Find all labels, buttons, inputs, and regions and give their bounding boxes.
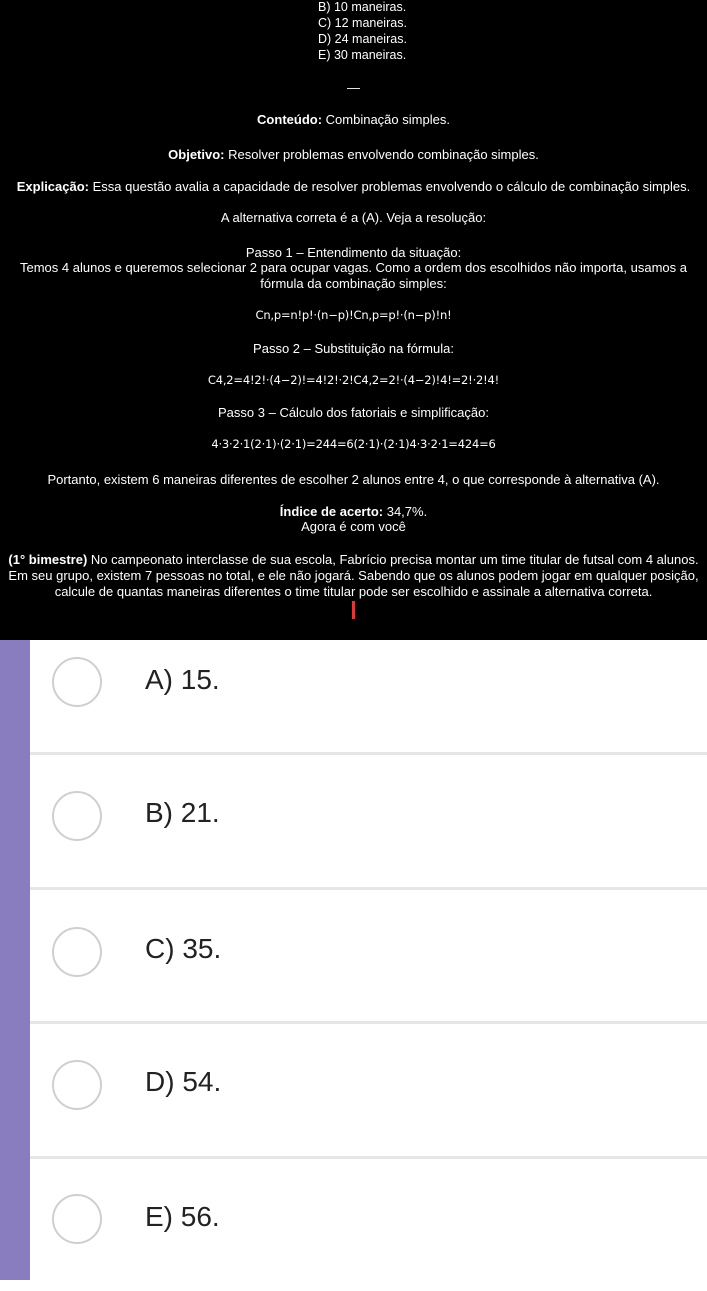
option-c[interactable] <box>30 890 707 1022</box>
correct-answer-text: A alternativa correta é a (A). Veja a resolução: <box>220 210 487 225</box>
step1-title: Passo 1 – Entendimento da situação: <box>245 245 462 260</box>
step2-formula: C4,2=4!2!·(4−2)!=4!2!·2!C4,2=2!·(4−2)!4!=2!·2!4! <box>207 373 500 387</box>
question-label: (1° bimestre) <box>8 552 88 567</box>
radio-circle-icon[interactable] <box>52 791 102 841</box>
step3-title: Passo 3 – Cálculo dos fatoriais e simplificação: <box>218 405 489 420</box>
hit-rate-value: 34,7%. <box>386 504 428 519</box>
hit-rate-label: Índice de acerto: <box>279 504 384 519</box>
question-line2: Em seu grupo, existem 7 pessoas no total, e ele não jogará. Sabendo que os alunos podem jogar em qualquer posição, <box>8 568 699 583</box>
option-d[interactable] <box>30 1024 707 1156</box>
step1-formula: Cn,p=n!p!·(n−p)!Cn,p=p!·(n−p)!n! <box>255 308 452 322</box>
radio-circle-icon[interactable] <box>52 927 102 977</box>
step3-formula: 4·3·2·1(2·1)·(2·1)=244=6(2·1)·(2·1)4·3·2·1=424=6 <box>211 437 496 451</box>
text-cursor <box>352 601 355 619</box>
question-line3: calcule de quantas maneiras diferentes o time titular pode ser escolhido e assinale a alternativa correta. <box>54 584 653 599</box>
radio-circle-icon[interactable] <box>52 1060 102 1110</box>
content-label: Conteúdo: <box>257 112 323 127</box>
hit-rate-line <box>0 504 707 519</box>
option-b[interactable] <box>30 755 707 887</box>
answer-options <box>30 640 707 1280</box>
content-line <box>0 112 707 127</box>
conclusion-text: Portanto, existem 6 maneiras diferentes de escolher 2 alunos entre 4, o que corresponde à alternativa (A). <box>47 472 660 487</box>
separator: — <box>347 80 360 95</box>
option-c-label: C) 35. <box>145 933 222 964</box>
objective-line <box>0 147 707 162</box>
question-line1 <box>0 552 707 567</box>
objective-text: Resolver problemas envolvendo combinação simples. <box>228 147 539 162</box>
explanation-text: Essa questão avalia a capacidade de resolver problemas envolvendo o cálculo de combinação simples. <box>92 179 691 194</box>
content-text: Combinação simples. <box>325 112 450 127</box>
accent-bar <box>0 640 30 1280</box>
radio-circle-icon[interactable] <box>52 1194 102 1244</box>
step1-line2: fórmula da combinação simples: <box>260 276 447 291</box>
step1-line1: Temos 4 alunos e queremos selecionar 2 para ocupar vagas. Como a ordem dos escolhidos não importa, usamos a <box>20 260 687 275</box>
your-turn-text: Agora é com você <box>301 519 406 534</box>
explanation-line <box>0 179 707 194</box>
radio-circle-icon[interactable] <box>52 657 102 707</box>
previous-option-d: D) 24 maneiras. <box>318 32 407 46</box>
option-a-label: A) 15. <box>145 664 220 695</box>
previous-option-b: B) 10 maneiras. <box>318 0 407 14</box>
objective-label: Objetivo: <box>168 147 225 162</box>
previous-option-c: C) 12 maneiras. <box>318 16 407 30</box>
previous-option-e: E) 30 maneiras. <box>318 48 407 62</box>
explanation-label: Explicação: <box>16 179 89 194</box>
option-e[interactable] <box>30 1159 707 1291</box>
option-b-label: B) 21. <box>145 797 220 828</box>
option-d-label: D) 54. <box>145 1066 222 1097</box>
option-e-label: E) 56. <box>145 1201 220 1232</box>
resolution-panel <box>0 0 707 640</box>
step2-title: Passo 2 – Substituição na fórmula: <box>253 341 454 356</box>
question-text-1: No campeonato interclasse de sua escola, Fabrício precisa montar um time titular de futsal com 4 alunos. <box>90 552 699 567</box>
